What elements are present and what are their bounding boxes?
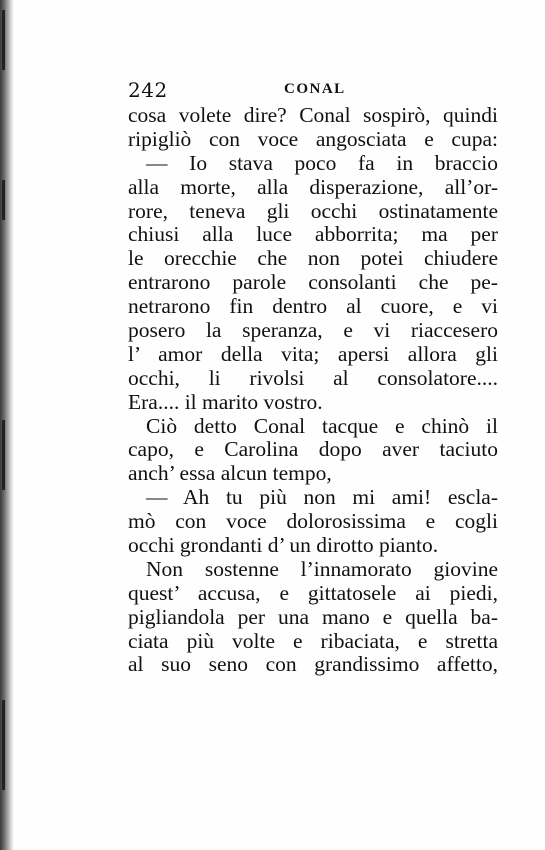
text-line: entrarono parole consolanti che pe- <box>128 270 498 295</box>
text-line: al suo seno con grandissimo affetto, <box>128 652 498 677</box>
text-line: Non sostenne l’innamorato giovine <box>146 556 498 581</box>
running-head: CONAL <box>284 81 346 97</box>
text-line: — Ah tu più non mi ami! escla- <box>146 485 498 510</box>
text-line: le orecchie che non potei chiudere <box>128 246 498 271</box>
text-line: pigliandola per una mano e quella ba- <box>128 604 498 629</box>
text-line: ciata più volte e ribaciata, e stretta <box>128 628 498 653</box>
text-line: occhi grondanti d’ un dirotto pianto. <box>128 533 439 558</box>
text-line: — Io stava poco fa in braccio <box>146 150 498 175</box>
text-line: Ciò detto Conal tacque e chinò il <box>146 413 498 438</box>
page-number: 242 <box>128 78 168 102</box>
text-line: alla morte, alla disperazione, all’or- <box>128 174 498 199</box>
text-line: rore, teneva gli occhi ostinatamente <box>128 198 498 223</box>
text-line: capo, e Carolina dopo aver taciuto <box>128 437 498 462</box>
text-line: mò con voce dolorosissima e cogli <box>128 509 498 534</box>
text-line: chiusi alla luce abborrita; ma per <box>128 222 498 247</box>
binding-shadow <box>2 420 5 490</box>
page-binding-edge <box>0 0 14 850</box>
text-line: anch’ essa alcun tempo, <box>128 461 332 486</box>
body-text <box>128 104 498 677</box>
page-header <box>128 78 500 104</box>
binding-shadow <box>2 700 5 790</box>
text-line: quest’ accusa, e gittatosele ai piedi, <box>128 580 498 605</box>
binding-shadow <box>2 10 5 70</box>
text-line: Era.... il marito vostro. <box>128 389 323 414</box>
text-line: ripigliò con voce angosciata e cupa: <box>128 126 498 151</box>
text-line: cosa volete dire? Conal sospirò, quindi <box>128 103 498 127</box>
text-line: posero la speranza, e vi riaccesero <box>128 318 498 343</box>
text-line: occhi, li rivolsi al consolatore.... <box>128 365 498 390</box>
binding-shadow <box>2 180 5 220</box>
text-line: netrarono fin dentro al cuore, e vi <box>128 294 498 319</box>
text-line: l’ amor della vita; apersi allora gli <box>128 341 498 366</box>
